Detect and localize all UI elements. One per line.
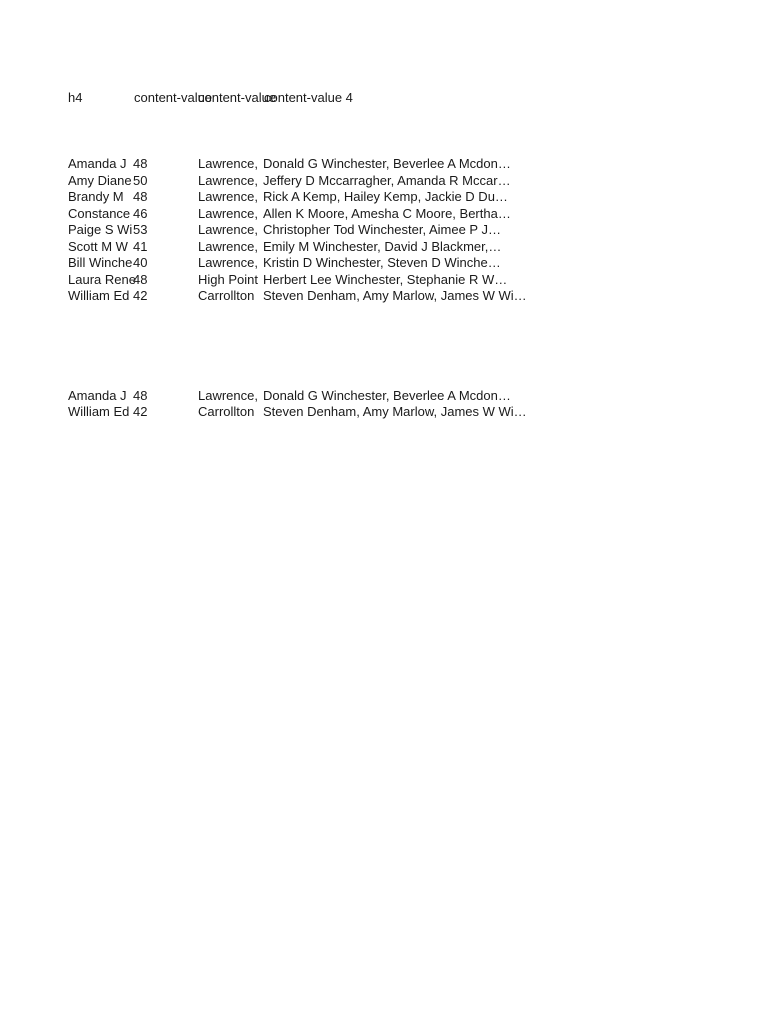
name-cell: Paige S Wi bbox=[68, 222, 133, 237]
header-row bbox=[68, 89, 488, 106]
city-cell: Lawrence, bbox=[198, 239, 258, 254]
name-cell: Amanda J bbox=[68, 388, 127, 403]
table-row bbox=[68, 172, 548, 189]
city-cell: Lawrence, bbox=[198, 156, 258, 171]
relatives-cell: Donald G Winchester, Beverlee A Mcdon… bbox=[263, 388, 511, 403]
age-cell: 42 bbox=[133, 288, 148, 303]
city-cell: Lawrence, bbox=[198, 173, 258, 188]
table-row bbox=[68, 155, 548, 172]
name-cell: Bill Winche bbox=[68, 255, 133, 270]
table-row bbox=[68, 271, 548, 288]
name-cell: Scott M W bbox=[68, 239, 128, 254]
city-cell: Lawrence, bbox=[198, 255, 258, 270]
age-cell: 48 bbox=[133, 272, 148, 287]
table-row bbox=[68, 221, 548, 238]
relatives-cell: Steven Denham, Amy Marlow, James W Wi… bbox=[263, 288, 527, 303]
relatives-cell: Rick A Kemp, Hailey Kemp, Jackie D Du… bbox=[263, 189, 508, 204]
relatives-cell: Emily M Winchester, David J Blackmer,… bbox=[263, 239, 502, 254]
name-cell: William Ed bbox=[68, 288, 130, 303]
table-row bbox=[68, 387, 548, 404]
name-cell: Brandy M bbox=[68, 189, 124, 204]
relatives-cell: Steven Denham, Amy Marlow, James W Wi… bbox=[263, 404, 527, 419]
header-cell-1: h4 bbox=[68, 90, 83, 105]
city-cell: Carrollton bbox=[198, 288, 255, 303]
table-row bbox=[68, 287, 548, 304]
age-cell: 46 bbox=[133, 206, 148, 221]
name-cell: William Ed bbox=[68, 404, 130, 419]
age-cell: 40 bbox=[133, 255, 148, 270]
name-cell: Amy Diane bbox=[68, 173, 132, 188]
table-row bbox=[68, 188, 548, 205]
city-cell: Lawrence, bbox=[198, 206, 258, 221]
name-cell: Amanda J bbox=[68, 156, 127, 171]
city-cell: Carrollton bbox=[198, 404, 255, 419]
table-row bbox=[68, 238, 548, 255]
age-cell: 41 bbox=[133, 239, 148, 254]
age-cell: 50 bbox=[133, 173, 148, 188]
age-cell: 42 bbox=[133, 404, 148, 419]
name-cell: Constance bbox=[68, 206, 131, 221]
city-cell: Lawrence, bbox=[198, 222, 258, 237]
relatives-cell: Christopher Tod Winchester, Aimee P J… bbox=[263, 222, 501, 237]
header-cell-4: content-value 4 bbox=[264, 90, 353, 105]
age-cell: 48 bbox=[133, 156, 148, 171]
header-cell-2: content-value bbox=[134, 90, 213, 105]
city-cell: Lawrence, bbox=[198, 189, 258, 204]
relatives-cell: Herbert Lee Winchester, Stephanie R W… bbox=[263, 272, 508, 287]
relatives-cell: Kristin D Winchester, Steven D Winche… bbox=[263, 255, 501, 270]
table-row bbox=[68, 254, 548, 271]
header-cell-3: content-value bbox=[198, 90, 277, 105]
relatives-cell: Allen K Moore, Amesha C Moore, Bertha… bbox=[263, 206, 511, 221]
table-row bbox=[68, 403, 548, 420]
city-cell: High Point bbox=[198, 272, 258, 287]
table-row bbox=[68, 205, 548, 222]
city-cell: Lawrence, bbox=[198, 388, 258, 403]
name-cell: Laura Rene bbox=[68, 272, 136, 287]
age-cell: 48 bbox=[133, 388, 148, 403]
age-cell: 53 bbox=[133, 222, 148, 237]
age-cell: 48 bbox=[133, 189, 148, 204]
relatives-cell: Donald G Winchester, Beverlee A Mcdon… bbox=[263, 156, 511, 171]
relatives-cell: Jeffery D Mccarragher, Amanda R Mccar… bbox=[263, 173, 511, 188]
